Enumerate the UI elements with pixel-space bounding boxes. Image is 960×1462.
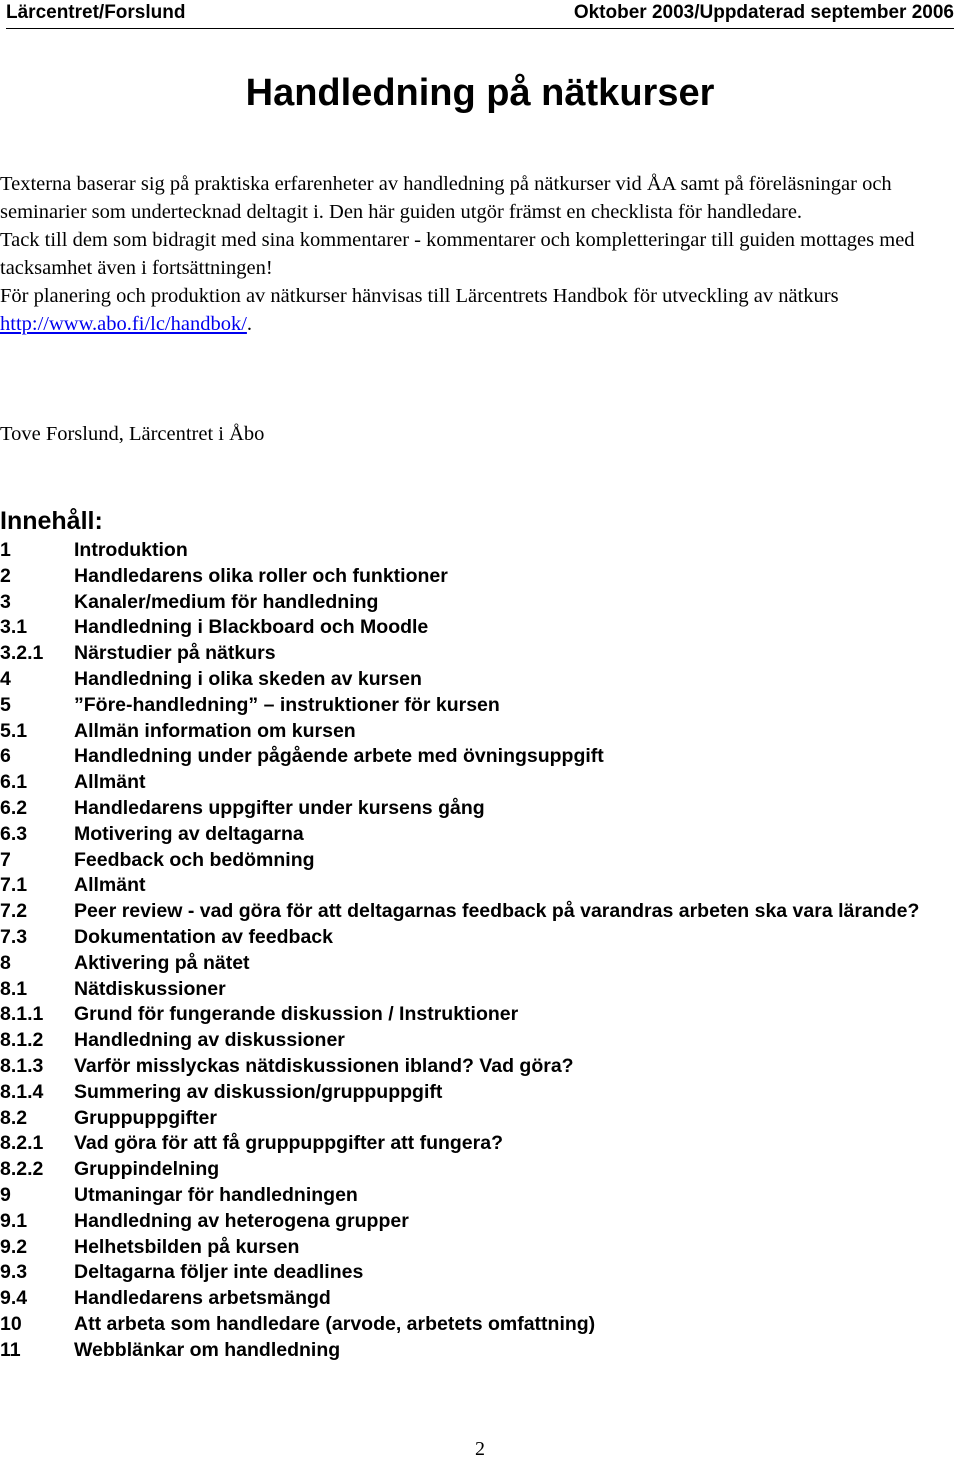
toc-entry[interactable]: [0, 641, 955, 667]
toc-entry[interactable]: [0, 951, 955, 977]
toc-entry[interactable]: [0, 796, 955, 822]
toc-entry[interactable]: [0, 1028, 955, 1054]
intro-paragraph-2: Tack till dem som bidragit med sina kommentarer - kommentarer och kompletteringar till guiden mottages med tacksamhet även i fortsättningen!: [0, 229, 915, 279]
intro-paragraph-3: [0, 282, 955, 338]
toc-entry[interactable]: [0, 590, 955, 616]
toc-entry[interactable]: [0, 822, 955, 848]
toc-entry-title: Helhetsbilden på kursen: [74, 1235, 300, 1258]
toc-entry-number: 9.2: [0, 1235, 28, 1258]
header-left-text: Lärcentret/Forslund: [6, 2, 186, 23]
page-header: [6, 0, 954, 29]
toc-entry[interactable]: [0, 1080, 955, 1106]
toc-entry-number: 6.3: [0, 822, 28, 845]
intro-paragraph-3-text: För planering och produktion av nätkurser hänvisas till Lärcentrets Handbok för utveckling av nätkurs: [0, 285, 839, 307]
toc-entry-number: 8.1.2: [0, 1029, 44, 1052]
toc-entry[interactable]: [0, 925, 955, 951]
toc-entry-title: Grund för fungerande diskussion / Instruktioner: [74, 1003, 519, 1026]
toc-entry-number: 8.1.1: [0, 1003, 44, 1026]
toc-entry-title: Feedback och bedömning: [74, 848, 315, 871]
intro-paragraph-1: Texterna baserar sig på praktiska erfarenheter av handledning på nätkurser vid ÅA samt på föreläsningar och seminarier som undertecknad deltagit i. Den här guiden utgör främst en checklista för handledare.: [0, 173, 892, 223]
toc-entry-number: 9: [0, 1183, 11, 1206]
toc-entry[interactable]: [0, 1312, 955, 1338]
toc-entry-number: 9.4: [0, 1287, 28, 1310]
toc-entry[interactable]: [0, 538, 955, 564]
toc-entry-number: 8.2.1: [0, 1132, 44, 1155]
toc-heading: Innehåll:: [0, 507, 103, 535]
toc-entry-title: Allmän information om kursen: [74, 719, 356, 742]
toc-entry-number: 10: [0, 1312, 22, 1335]
toc-entry[interactable]: [0, 667, 955, 693]
toc-entry-title: Aktivering på nätet: [74, 951, 250, 974]
toc-entry-number: 9.3: [0, 1261, 28, 1284]
toc-entry-title: Kanaler/medium för handledning: [74, 590, 379, 613]
toc-entry-number: 3: [0, 590, 11, 613]
toc-entry-number: 5: [0, 693, 11, 716]
toc-entry-title: Handledning av heterogena grupper: [74, 1209, 409, 1232]
toc-entry-number: 8.2.2: [0, 1158, 44, 1181]
toc-entry-number: 9.1: [0, 1209, 28, 1232]
toc-entry[interactable]: [0, 564, 955, 590]
toc-entry[interactable]: [0, 1131, 955, 1157]
toc-entry[interactable]: [0, 1106, 955, 1132]
toc-entry[interactable]: [0, 977, 955, 1003]
toc-entry-number: 5.1: [0, 719, 28, 742]
toc-entry-title: Summering av diskussion/gruppuppgift: [74, 1080, 443, 1103]
toc-entry[interactable]: [0, 693, 955, 719]
intro-section: [0, 170, 955, 338]
toc-entry-number: 8.1.3: [0, 1054, 44, 1077]
toc-entry[interactable]: [0, 1338, 955, 1364]
toc-entry-title: Dokumentation av feedback: [74, 925, 333, 948]
toc-entry-number: 8.2: [0, 1106, 28, 1129]
toc-entry-number: 8.1: [0, 977, 28, 1000]
handbook-link[interactable]: http://www.abo.fi/lc/handbok/: [0, 313, 247, 335]
toc-entry-title: Att arbeta som handledare (arvode, arbetets omfattning): [74, 1312, 596, 1335]
toc-entry-title: Deltagarna följer inte deadlines: [74, 1261, 364, 1284]
toc-entry[interactable]: [0, 1260, 955, 1286]
toc-entry-number: 6: [0, 745, 11, 768]
toc-entry-title: Utmaningar för handledningen: [74, 1183, 358, 1206]
toc-entry-title: Allmänt: [74, 771, 146, 794]
page-title: Handledning på nätkurser: [245, 72, 715, 114]
toc-entry[interactable]: [0, 899, 955, 925]
table-of-contents: [0, 538, 955, 1364]
toc-entry-number: 2: [0, 564, 11, 587]
toc-entry-title: Handledning under pågående arbete med övningsuppgift: [74, 745, 604, 768]
toc-entry-number: 11: [0, 1338, 21, 1361]
toc-entry-title: Peer review - vad göra för att deltagarnas feedback på varandras arbeten ska vara lärande?: [74, 900, 920, 923]
toc-entry-number: 6.1: [0, 771, 28, 794]
toc-entry-title: Handledarens uppgifter under kursens gång: [74, 796, 485, 819]
toc-entry-title: Handledarens olika roller och funktioner: [74, 564, 448, 587]
toc-entry-title: Handledning i olika skeden av kursen: [74, 667, 422, 690]
toc-entry-title: Introduktion: [74, 539, 188, 561]
toc-entry-number: 3.2.1: [0, 642, 44, 665]
author-line: Tove Forslund, Lärcentret i Åbo: [0, 423, 265, 445]
toc-entry-title: Varför misslyckas nätdiskussionen ibland? Vad göra?: [74, 1054, 574, 1077]
toc-entry[interactable]: [0, 770, 955, 796]
toc-entry-title: Gruppuppgifter: [74, 1106, 217, 1129]
toc-entry-number: 7.2: [0, 900, 28, 923]
toc-entry-title: Handledarens arbetsmängd: [74, 1287, 331, 1310]
toc-entry-title: Nätdiskussioner: [74, 977, 226, 1000]
toc-entry-title: Motivering av deltagarna: [74, 822, 304, 845]
toc-entry[interactable]: [0, 1054, 955, 1080]
toc-entry[interactable]: [0, 1183, 955, 1209]
toc-entry-number: 3.1: [0, 616, 28, 639]
toc-entry-number: 1: [0, 539, 11, 561]
toc-entry[interactable]: [0, 873, 955, 899]
toc-entry-number: 7.1: [0, 874, 28, 897]
toc-entry-number: 8: [0, 951, 11, 974]
toc-entry-title: Vad göra för att få gruppuppgifter att fungera?: [74, 1132, 503, 1155]
toc-entry-number: 7.3: [0, 925, 28, 948]
page-number: 2: [475, 1438, 485, 1460]
toc-entry-number: 6.2: [0, 796, 28, 819]
toc-entry-title: Handledning i Blackboard och Moodle: [74, 616, 429, 639]
toc-entry-number: 4: [0, 667, 11, 690]
header-right-text: Oktober 2003/Uppdaterad september 2006: [573, 2, 954, 23]
toc-entry-title: Allmänt: [74, 874, 146, 897]
toc-entry[interactable]: [0, 1002, 955, 1028]
toc-entry[interactable]: [0, 719, 955, 745]
toc-entry-title: Gruppindelning: [74, 1158, 220, 1181]
toc-entry-number: 8.1.4: [0, 1080, 44, 1103]
toc-entry[interactable]: [0, 744, 955, 770]
toc-entry[interactable]: [0, 1209, 955, 1235]
toc-entry-title: Närstudier på nätkurs: [74, 642, 276, 665]
toc-entry[interactable]: [0, 1157, 955, 1183]
toc-entry-title: ”Före-handledning” – instruktioner för kursen: [74, 693, 500, 716]
toc-entry-title: Webblänkar om handledning: [74, 1338, 341, 1361]
toc-entry[interactable]: [0, 1235, 955, 1261]
toc-entry[interactable]: [0, 848, 955, 874]
toc-entry[interactable]: [0, 1286, 955, 1312]
toc-entry-title: Handledning av diskussioner: [74, 1029, 345, 1052]
intro-paragraph-3-end: .: [246, 313, 253, 335]
toc-entry-number: 7: [0, 848, 11, 871]
toc-entry[interactable]: [0, 615, 955, 641]
